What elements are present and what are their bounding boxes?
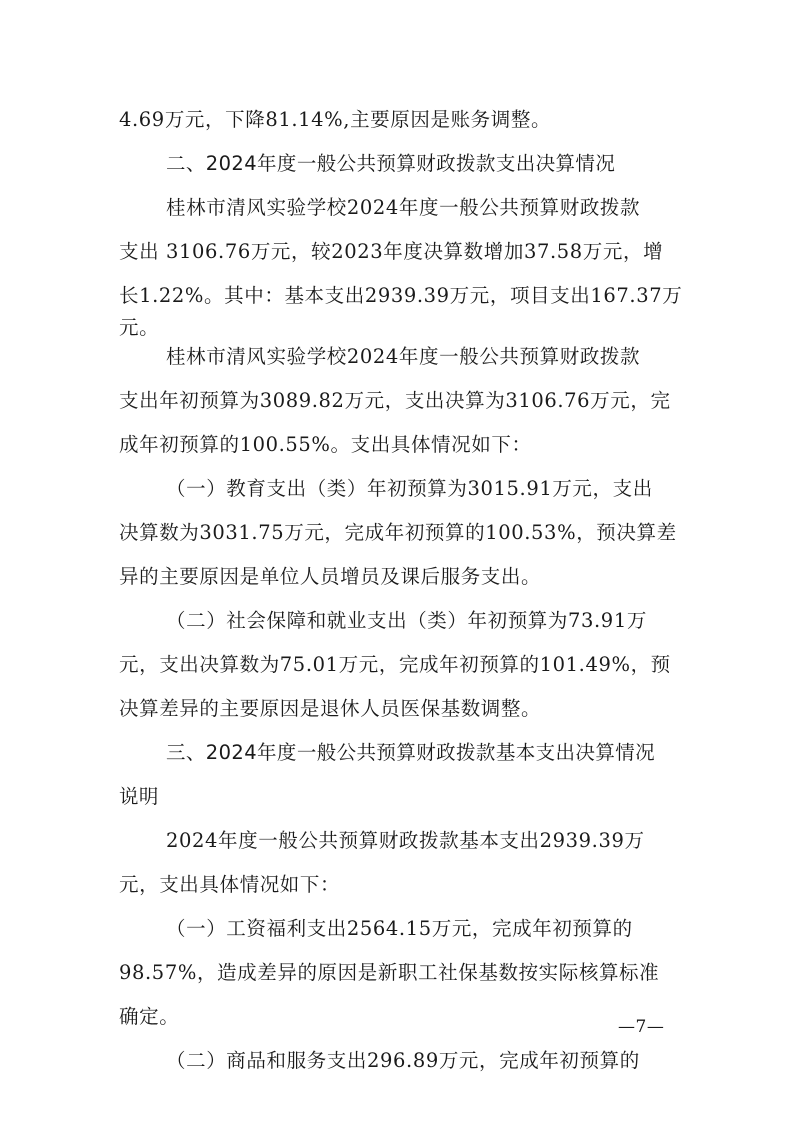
text-line: 桂林市清风实验学校2024年度一般公共预算财政拨款 [166, 345, 641, 368]
text-line: 长1.22%。其中：基本支出2939.39万元，项目支出167.37万 [119, 284, 683, 307]
text-line: 4.69万元，下降81.14%,主要原因是账务调整。 [119, 108, 552, 131]
text-line: 异的主要原因是单位人员增员及课后服务支出。 [119, 565, 542, 588]
text-line: 2024年度一般公共预算财政拨款基本支出2939.39万 [166, 829, 645, 852]
text-line: 98.57%，造成差异的原因是新职工社保基数按实际核算标准 [119, 961, 660, 984]
text-line: 支出年初预算为3089.82万元，支出决算为3106.76万元，完 [119, 389, 671, 412]
text-line: 决算数为3031.75万元，完成年初预算的100.53%，预决算差 [119, 521, 677, 544]
text-line: 元，支出决算数为75.01万元，完成年初预算的101.49%，预 [119, 653, 671, 676]
text-line: （一）工资福利支出2564.15万元，完成年初预算的 [166, 917, 633, 940]
section-heading: 三、2024年度一般公共预算财政拨款基本支出决算情况 [166, 741, 656, 764]
text-line: （二）商品和服务支出296.89万元，完成年初预算的 [166, 1049, 640, 1072]
text-line: （一）教育支出（类）年初预算为3015.91万元，支出 [166, 477, 653, 500]
text-line: 元。 [119, 316, 160, 339]
page-number: —7— [618, 1017, 665, 1037]
text-line: 支出 3106.76万元，较2023年度决算数增加37.58万元，增 [119, 240, 664, 263]
text-line: （二）社会保障和就业支出（类）年初预算为73.91万 [166, 609, 647, 632]
text-line: 成年初预算的100.55%。支出具体情况如下： [119, 433, 532, 456]
text-line: 决算差异的主要原因是退休人员医保基数调整。 [119, 697, 542, 720]
text-line: 桂林市清风实验学校2024年度一般公共预算财政拨款 [166, 196, 641, 219]
section-heading: 二、2024年度一般公共预算财政拨款支出决算情况 [166, 152, 616, 175]
text-line: 元，支出具体情况如下： [119, 873, 341, 896]
text-line: 确定。 [119, 1005, 180, 1028]
section-heading: 说明 [119, 785, 159, 808]
